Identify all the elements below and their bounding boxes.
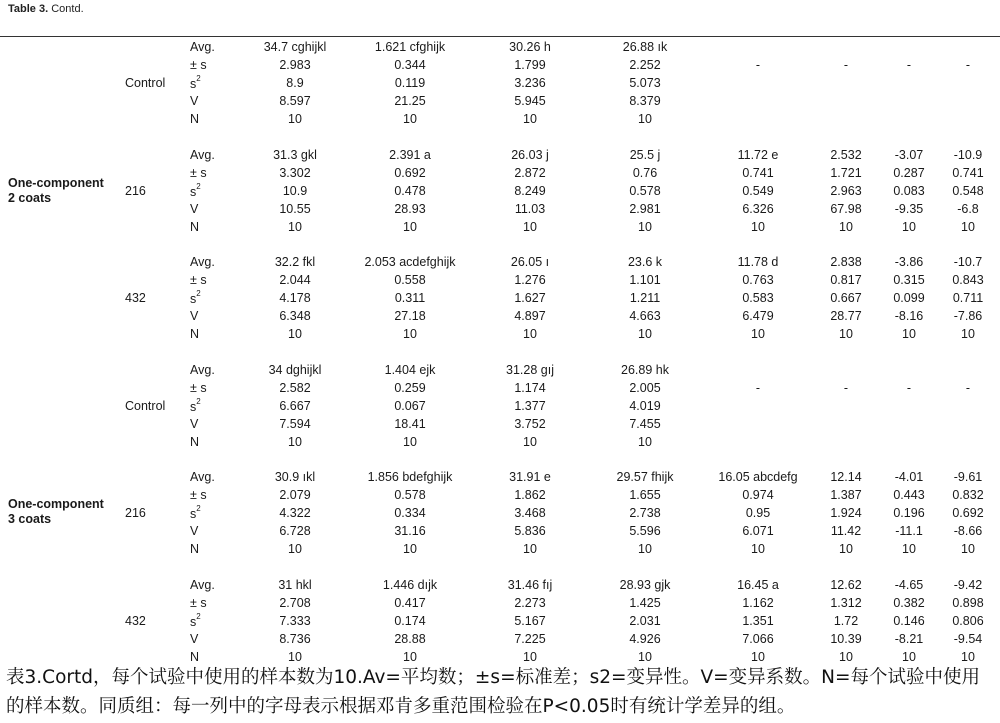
table-cell: 32.2 fkl [274, 255, 316, 269]
table-cell: 10 [902, 326, 916, 341]
table-cell: 16.45 a [737, 578, 779, 592]
subgroup-label: 432 [125, 613, 146, 628]
table-cell: 10 [288, 541, 302, 556]
table-cell: 4.663 [629, 308, 661, 323]
table-cell: 0.443 [893, 487, 925, 502]
table-cell: 10.9 [282, 183, 308, 198]
table-cell: 0.832 [952, 487, 984, 502]
table-cell: 11.42 [830, 523, 862, 538]
stat-label: $s^2$ [190, 503, 201, 521]
table-cell: 10 [288, 219, 302, 234]
table-cell: 12.14 [830, 470, 862, 484]
table-cell: 10 [961, 219, 975, 234]
table-cell: 0.741 [952, 165, 984, 180]
table-cell: 0.478 [394, 183, 426, 198]
table-cell: 6.667 [279, 398, 311, 413]
table-cell: - [906, 57, 912, 72]
table-cell: 0.578 [629, 183, 661, 198]
table-cell: 10 [523, 111, 537, 126]
table-cell: 10 [638, 219, 652, 234]
stat-label: ± s [190, 380, 207, 395]
table-cell: 0.099 [893, 290, 925, 305]
table-cell: 3.468 [514, 505, 546, 520]
table-cell: 1.211 [629, 290, 661, 305]
table-cell: 0.898 [952, 595, 984, 610]
table-cell: 2.983 [279, 57, 311, 72]
stat-label: $s^2$ [190, 288, 201, 306]
table-row [0, 524, 1000, 542]
table-cell: 0.083 [893, 183, 925, 198]
table-row [0, 578, 1000, 596]
table-cell: 26.88 ık [622, 40, 668, 54]
table-cell: 0.417 [394, 595, 426, 610]
table-cell: 4.322 [279, 505, 311, 520]
table-cell: 2.005 [629, 380, 661, 395]
table-cell: 31.46 fıj [507, 578, 553, 592]
table-cell: 1.425 [629, 595, 661, 610]
table-cell: 0.763 [742, 272, 774, 287]
stat-label: ± s [190, 272, 207, 287]
table-cell: 11.78 d [737, 255, 779, 269]
table-cell: 0.287 [893, 165, 925, 180]
table-cell: 10 [638, 649, 652, 664]
table-cell: -10.9 [953, 148, 983, 162]
table-cell: 10 [751, 219, 765, 234]
table-cell: 1.721 [830, 165, 862, 180]
table-cell: 10 [523, 541, 537, 556]
table-cell: 5.073 [629, 75, 661, 90]
table-cell: 23.6 k [627, 255, 663, 269]
table-cell: 25.5 j [629, 148, 661, 162]
table-cell: -8.21 [894, 631, 924, 646]
table-cell: -9.42 [953, 578, 983, 592]
table-cell: 2.053 acdefghijk [364, 255, 456, 269]
table-row [0, 363, 1000, 381]
table-cell: 0.76 [632, 165, 658, 180]
stat-label: $s^2$ [190, 611, 201, 629]
table-cell: 7.066 [742, 631, 774, 646]
table-cell: 4.019 [629, 398, 661, 413]
table-cell: 8.9 [286, 75, 304, 90]
table-cell: 7.333 [279, 613, 311, 628]
table-cell: 0.95 [745, 505, 771, 520]
table-cell: 10 [288, 111, 302, 126]
table-cell: 10 [751, 541, 765, 556]
group-label-line2: 3 coats [8, 512, 52, 526]
table-cell: 27.18 [394, 308, 426, 323]
table-cell: 0.548 [952, 183, 984, 198]
table-cell: - [843, 380, 849, 395]
table-cell: 2.708 [279, 595, 311, 610]
table-row [0, 381, 1000, 399]
table-cell: 28.77 [830, 308, 862, 323]
table-cell: 31.16 [394, 523, 426, 538]
table-cell: 0.583 [742, 290, 774, 305]
table-cell: 3.236 [514, 75, 546, 90]
table-cell: - [755, 380, 761, 395]
table-row [0, 112, 1000, 130]
group-label-line2: 2 coats [8, 191, 52, 205]
stat-label: Avg. [190, 470, 215, 484]
table-cell: -9.61 [953, 470, 983, 484]
table-cell: 2.044 [279, 272, 311, 287]
table-cell: 2.273 [514, 595, 546, 610]
table-cell: 10 [638, 434, 652, 449]
table-cell: 28.88 [394, 631, 426, 646]
table-cell: 10 [961, 649, 975, 664]
table-cell: 1.627 [514, 290, 546, 305]
table-cell: 30.9 ıkl [274, 470, 316, 484]
stat-label: ± s [190, 487, 207, 502]
table-cell: - [906, 380, 912, 395]
table-cell: 10 [638, 541, 652, 556]
stat-label: V [190, 308, 199, 323]
table-cell: 5.836 [514, 523, 546, 538]
table-cell: 1.404 ejk [384, 363, 436, 377]
table-cell: 1.72 [833, 613, 859, 628]
table-cell: 1.312 [830, 595, 862, 610]
table-cell: 31.91 e [509, 470, 551, 484]
stat-label: N [190, 326, 200, 341]
table-cell: 1.856 bdefghijk [367, 470, 453, 484]
table-cell: 10 [961, 541, 975, 556]
table-cell: -6.8 [957, 201, 979, 216]
table-cell: 0.174 [394, 613, 426, 628]
table-cell: 10 [751, 649, 765, 664]
table-row [0, 396, 1000, 417]
table-cell: - [843, 57, 849, 72]
table-cell: 0.741 [742, 165, 774, 180]
table-cell: 0.311 [394, 290, 426, 305]
table-cell: 30.26 h [509, 40, 551, 54]
table-cell: 1.377 [514, 398, 546, 413]
table-cell: 2.838 [830, 255, 862, 269]
stat-label: ± s [190, 165, 207, 180]
table-cell: 4.926 [629, 631, 661, 646]
table-cell: 2.079 [279, 487, 311, 502]
subgroup-label: 216 [125, 183, 146, 198]
table-cell: 10.39 [830, 631, 862, 646]
table-cell: 7.594 [279, 416, 311, 431]
table-cell: 3.302 [279, 165, 311, 180]
table-cell: 34.7 cghijkl [263, 40, 327, 54]
table-cell: 0.692 [952, 505, 984, 520]
table-cell: 0.146 [893, 613, 925, 628]
table-cell: 10 [403, 434, 417, 449]
table-cell: 1.351 [742, 613, 774, 628]
table-cell: 2.738 [629, 505, 661, 520]
table-cell: 10 [403, 326, 417, 341]
table-cell: 0.578 [394, 487, 426, 502]
table-cell: 0.817 [830, 272, 862, 287]
table-cell: 0.711 [952, 290, 984, 305]
table-row [0, 40, 1000, 58]
table-cell: 6.071 [742, 523, 774, 538]
table-cell: 26.03 j [511, 148, 549, 162]
table-cell: 10 [902, 219, 916, 234]
table-cell: 2.391 a [389, 148, 431, 162]
table-cell: 11.72 e [737, 148, 779, 162]
table-cell: 10 [403, 219, 417, 234]
table-cell: 67.98 [830, 201, 862, 216]
table-cell: 1.276 [514, 272, 546, 287]
table-cell: 18.41 [394, 416, 426, 431]
table-row [0, 417, 1000, 435]
table-cell: 31.3 gkl [273, 148, 317, 162]
stat-label: N [190, 111, 200, 126]
table-cell: 10 [961, 326, 975, 341]
table-cell: 26.89 hk [621, 363, 669, 377]
table-cell: 26.05 ı [510, 255, 550, 269]
table-cell: 0.315 [893, 272, 925, 287]
table-cell: 0.382 [893, 595, 925, 610]
table-title-rest: Contd. [48, 3, 84, 15]
table-cell: 2.582 [279, 380, 311, 395]
table-cell: 10 [288, 434, 302, 449]
table-cell: 10 [839, 541, 853, 556]
table-cell: 8.736 [279, 631, 311, 646]
table-cell: 1.174 [514, 380, 546, 395]
table-cell: -8.16 [894, 308, 924, 323]
subgroup-label: 216 [125, 505, 146, 520]
table-cell: 31.28 gıj [506, 363, 554, 377]
table-cell: 1.387 [830, 487, 862, 502]
stat-label: Avg. [190, 148, 215, 162]
table-cell: 34 dghijkl [268, 363, 322, 377]
table-cell: -9.35 [894, 201, 924, 216]
table-row [0, 435, 1000, 453]
table-cell: -8.66 [953, 523, 983, 538]
stat-label: ± s [190, 57, 207, 72]
table-row [0, 202, 1000, 220]
table-cell: -3.86 [894, 255, 924, 269]
table-cell: -3.07 [894, 148, 924, 162]
table-cell: 0.119 [394, 75, 426, 90]
table-cell: -10.7 [953, 255, 983, 269]
table-cell: 2.981 [629, 201, 661, 216]
stat-label: V [190, 93, 199, 108]
table-cell: 10 [839, 219, 853, 234]
table-cell: 28.93 gjk [619, 578, 671, 592]
table-row [0, 255, 1000, 273]
table-row [0, 542, 1000, 560]
stat-label: $s^2$ [190, 73, 201, 91]
table-cell: 5.945 [514, 93, 546, 108]
table-cell: 0.667 [830, 290, 862, 305]
table-cell: 1.924 [830, 505, 862, 520]
table-cell: 2.252 [629, 57, 661, 72]
table-cell: 1.655 [629, 487, 661, 502]
table-cell: 10 [288, 649, 302, 664]
table-cell: 10 [403, 649, 417, 664]
table-cell: 10 [523, 434, 537, 449]
stat-label: V [190, 416, 199, 431]
table-cell: 10.55 [279, 201, 311, 216]
table-cell: 0.692 [394, 165, 426, 180]
table-cell: 10 [751, 326, 765, 341]
table-cell: 0.974 [742, 487, 774, 502]
stat-label: N [190, 434, 200, 449]
table-row [0, 148, 1000, 166]
table-cell: 2.872 [514, 165, 546, 180]
table-cell: 2.031 [629, 613, 661, 628]
table-row [0, 288, 1000, 309]
table-cell: -7.86 [953, 308, 983, 323]
table-cell: 7.225 [514, 631, 546, 646]
table-cell: 6.728 [279, 523, 311, 538]
caption: 表3.Cortd，每个试验中使用的样本数为10.Av=平均数；±s=标准差；s2=变异性。V=变异系数。N=每个试验中使用的样本数。同质组：每一列中的字母表示根据邓肯多重范围检验在P<0.05时有统计学差异的组。 [6, 667, 980, 717]
table-cell: 5.596 [629, 523, 661, 538]
stat-label: V [190, 201, 199, 216]
table-cell: 0.558 [394, 272, 426, 287]
table-cell: 1.799 [514, 57, 546, 72]
table-row [0, 632, 1000, 650]
table-cell: 3.752 [514, 416, 546, 431]
table-cell: 0.806 [952, 613, 984, 628]
table-cell: 0.196 [893, 505, 925, 520]
table-cell: 10 [523, 649, 537, 664]
table-cell: 7.455 [629, 416, 661, 431]
subgroup-label: Control [125, 75, 166, 90]
table-cell: 8.379 [629, 93, 661, 108]
table-cell: 2.963 [830, 183, 862, 198]
table-cell: 0.344 [394, 57, 426, 72]
stat-label: V [190, 631, 199, 646]
table-cell: 1.862 [514, 487, 546, 502]
table-cell: 1.446 dıjk [382, 578, 438, 592]
table-cell: 1.101 [629, 272, 661, 287]
stat-label: Avg. [190, 255, 215, 269]
table-title [8, 3, 84, 15]
table-cell: 0.259 [394, 380, 426, 395]
stat-label: Avg. [190, 578, 215, 592]
table-cell: 6.348 [279, 308, 311, 323]
table-row [0, 94, 1000, 112]
group-label-line1: One-component [8, 176, 104, 190]
stat-label: N [190, 541, 200, 556]
group-label-line1: One-component [8, 497, 104, 511]
table-cell: 10 [523, 326, 537, 341]
table-cell: 10 [839, 649, 853, 664]
table-cell: 0.067 [394, 398, 426, 413]
table-cell: 4.178 [279, 290, 311, 305]
table-cell: 21.25 [394, 93, 426, 108]
table-cell: -4.01 [894, 470, 924, 484]
stat-label: N [190, 219, 200, 234]
table-cell: 10 [902, 649, 916, 664]
table-cell: 12.62 [830, 578, 862, 592]
table-cell: 4.897 [514, 308, 546, 323]
table-row [0, 470, 1000, 488]
table-top-rule [0, 36, 1000, 37]
table-cell: -9.54 [953, 631, 983, 646]
table-row [0, 220, 1000, 238]
stat-label: V [190, 523, 199, 538]
table-cell: - [965, 57, 971, 72]
table-cell: 1.621 cfghijk [374, 40, 446, 54]
table-cell: 10 [638, 326, 652, 341]
stat-label: $s^2$ [190, 181, 201, 199]
table-cell: 10 [403, 111, 417, 126]
table-cell: 10 [839, 326, 853, 341]
stat-label: $s^2$ [190, 396, 201, 414]
table-cell: 2.532 [830, 148, 862, 162]
table-cell: 6.326 [742, 201, 774, 216]
stat-label: ± s [190, 595, 207, 610]
table-cell: 11.03 [514, 201, 546, 216]
table-cell: 5.167 [514, 613, 546, 628]
table-cell: 0.334 [394, 505, 426, 520]
table-cell: 10 [523, 219, 537, 234]
table-title-bold: Table 3. [8, 3, 49, 15]
table-row [0, 309, 1000, 327]
table-cell: 10 [403, 541, 417, 556]
table-row [0, 166, 1000, 184]
table-cell: - [755, 57, 761, 72]
table-cell: 10 [902, 541, 916, 556]
table-row [0, 327, 1000, 345]
subgroup-label: Control [125, 398, 166, 413]
table-row [0, 58, 1000, 76]
table-cell: 10 [288, 326, 302, 341]
table-row [0, 488, 1000, 506]
table-cell: 0.549 [742, 183, 774, 198]
table-cell: - [965, 380, 971, 395]
table-cell: 28.93 [394, 201, 426, 216]
table-row [0, 611, 1000, 632]
table-row [0, 273, 1000, 291]
table-cell: 29.57 fhijk [616, 470, 674, 484]
table-row [0, 596, 1000, 614]
table-cell: 10 [638, 111, 652, 126]
table-cell: 1.162 [742, 595, 774, 610]
table-row [0, 73, 1000, 94]
table-cell: -11.1 [895, 523, 923, 538]
subgroup-label: 432 [125, 290, 146, 305]
table-cell: 6.479 [742, 308, 774, 323]
table-cell: 0.843 [952, 272, 984, 287]
table-cell: -4.65 [894, 578, 924, 592]
table-cell: 16.05 abcdefg [718, 470, 798, 484]
table-cell: 31 hkl [278, 578, 312, 592]
table-cell: 8.249 [514, 183, 546, 198]
stat-label: Avg. [190, 363, 215, 377]
stat-label: N [190, 649, 200, 664]
table-cell: 8.597 [279, 93, 311, 108]
stat-label: Avg. [190, 40, 215, 54]
